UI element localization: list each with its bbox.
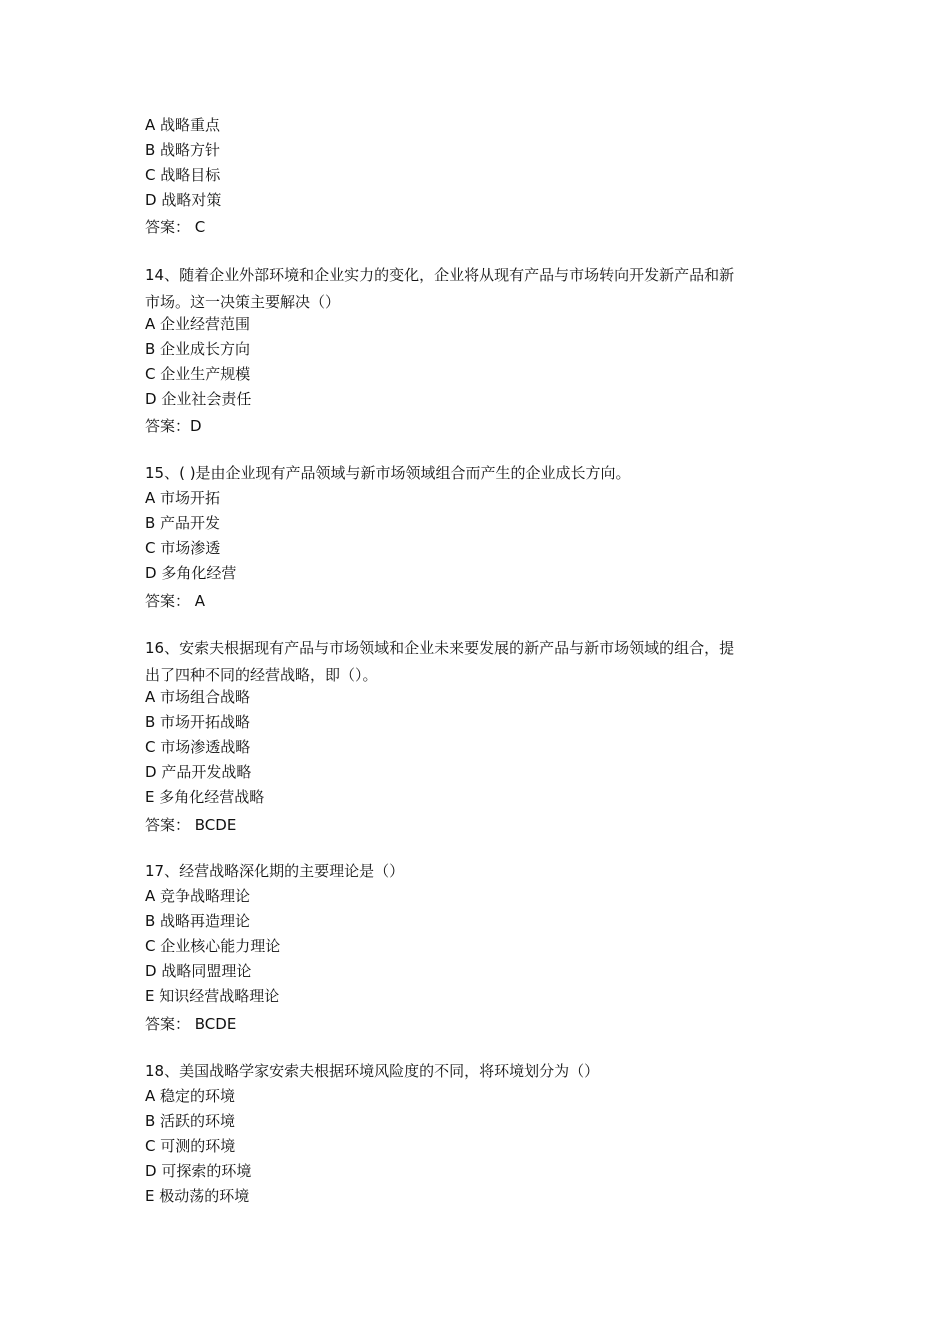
q14-stem-line1: 14、随着企业外部环境和企业实力的变化，企业将从现有产品与市场转向开发新产品和新 [145,266,735,284]
q13-option-c: C 战略目标 [145,166,221,184]
q18-option-a: A 稳定的环境 [145,1087,236,1105]
q17-option-d: D 战略同盟理论 [145,962,252,980]
q18-option-c: C 可测的环境 [145,1137,236,1155]
q13-answer: 答案： C [145,218,206,236]
q16-option-d: D 产品开发战略 [145,763,252,781]
q17-option-b: B 战略再造理论 [145,912,251,930]
q14-option-b: B 企业成长方向 [145,340,251,358]
q14-option-a: A 企业经营范围 [145,315,251,333]
q14-option-d: D 企业社会责任 [145,390,252,408]
q17-stem-line1: 17、经营战略深化期的主要理论是（） [145,862,405,880]
q14-answer: 答案：D [145,417,202,435]
q13-option-a: A 战略重点 [145,116,221,134]
q17-option-c: C 企业核心能力理论 [145,937,281,955]
q17-answer: 答案： BCDE [145,1015,237,1033]
q16-stem-line1: 16、安索夫根据现有产品与市场领域和企业未来要发展的新产品与新市场领域的组合，提 [145,639,735,657]
q16-stem-line2: 出了四种不同的经营战略，即（）。 [145,666,378,684]
q18-stem-line1: 18、美国战略学家安索夫根据环境风险度的不同，将环境划分为（） [145,1062,600,1080]
q15-answer: 答案： A [145,592,206,610]
q15-option-b: B 产品开发 [145,514,221,532]
q13-option-d: D 战略对策 [145,191,222,209]
q16-answer: 答案： BCDE [145,816,237,834]
q15-option-a: A 市场开拓 [145,489,221,507]
q15-option-d: D 多角化经营 [145,564,237,582]
q18-option-d: D 可探索的环境 [145,1162,252,1180]
q14-option-c: C 企业生产规模 [145,365,251,383]
q18-option-b: B 活跃的环境 [145,1112,236,1130]
q13-option-b: B 战略方针 [145,141,221,159]
q17-option-e: E 知识经营战略理论 [145,987,280,1005]
q16-option-c: C 市场渗透战略 [145,738,251,756]
q17-option-a: A 竞争战略理论 [145,887,251,905]
q15-stem-line1: 15、( )是由企业现有产品领域与新市场领域组合而产生的企业成长方向。 [145,464,631,482]
q16-option-e: E 多角化经营战略 [145,788,265,806]
q15-option-c: C 市场渗透 [145,539,221,557]
q14-stem-line2: 市场。这一决策主要解决（） [145,293,341,311]
q16-option-a: A 市场组合战略 [145,688,251,706]
q16-option-b: B 市场开拓战略 [145,713,251,731]
q18-option-e: E 极动荡的环境 [145,1187,250,1205]
